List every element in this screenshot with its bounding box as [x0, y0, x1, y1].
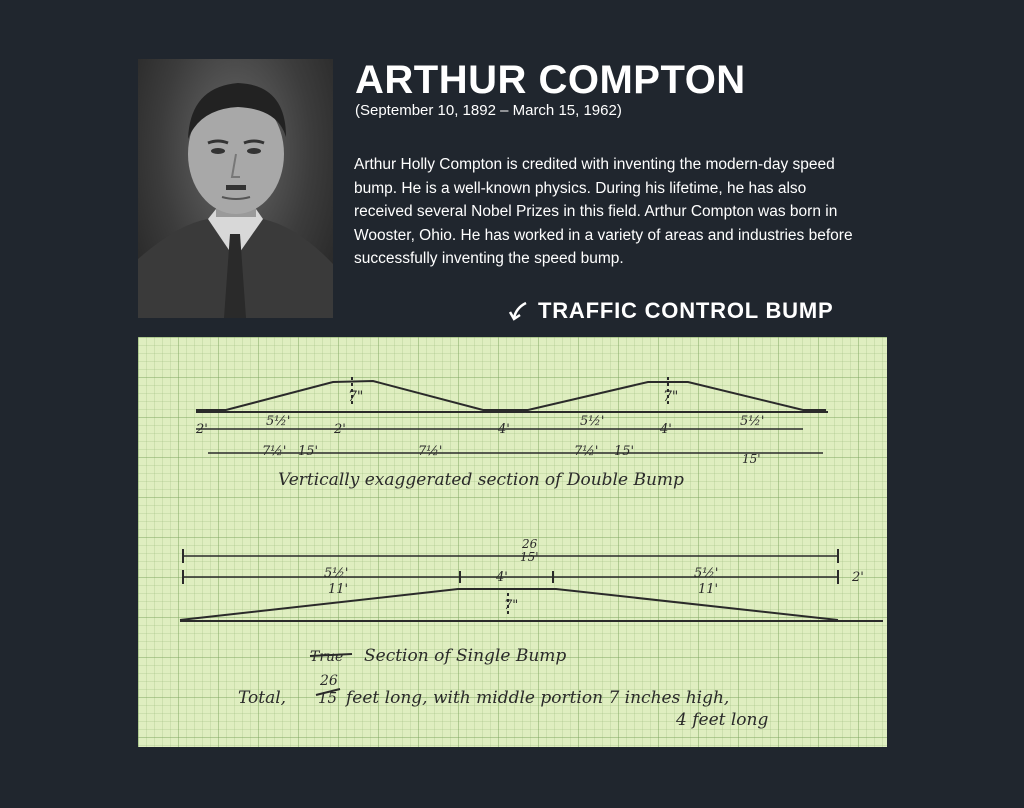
page-title: ARTHUR COMPTON: [355, 58, 746, 102]
portrait-illustration: [138, 59, 333, 318]
dim-r2-3: 7½': [574, 444, 599, 459]
note-struck: 15: [318, 689, 338, 707]
dim-r1-2: 2': [334, 422, 346, 437]
double-bump-height-2: 7": [663, 389, 679, 405]
diagram-label: [508, 297, 833, 325]
dim-r2-1: 15': [298, 444, 319, 459]
single-dim-1: 11': [328, 582, 349, 597]
curved-arrow-icon: [508, 300, 530, 322]
dim-r2-0: 7½': [262, 444, 287, 459]
single-total-struck: 15': [520, 550, 539, 564]
note-over: 26: [320, 673, 338, 689]
single-dim-0: 5½': [324, 566, 349, 581]
single-dim-5: 2': [852, 570, 864, 585]
dim-r2-4: 15': [614, 444, 635, 459]
note-prefix: Total,: [238, 688, 287, 708]
note-rest: feet long, with middle portion 7 inches high,: [346, 688, 730, 708]
single-caption: Section of Single Bump: [364, 646, 567, 666]
dim-r1-5: 4': [660, 422, 672, 437]
single-dim-4: 11': [698, 582, 719, 597]
double-bump-height-1: 7": [348, 389, 364, 405]
diagram-label-text: TRAFFIC CONTROL BUMP: [538, 298, 834, 323]
single-caption-struck: True: [310, 649, 344, 665]
portrait-photo: [138, 59, 333, 318]
single-dim-2: 4': [496, 570, 508, 585]
bio-paragraph: Arthur Holly Compton is credited with inventing the modern-day speed bump. He is a well-known physics. During his lifetime, he has also received several Nobel Prizes in this field. Arthur Compton was born in Wooster, Ohio. He has worked in a variety of areas and industries before successfully inventing the speed bump.: [354, 156, 853, 267]
dim-r1-3: 4': [498, 422, 510, 437]
sketch-drawing: [138, 337, 887, 747]
single-total: 26: [522, 537, 538, 551]
dim-r2-5: 15': [742, 452, 761, 466]
single-dim-3: 5½': [694, 566, 719, 581]
double-bump-caption: Vertically exaggerated section of Double Bump: [278, 470, 684, 490]
speed-bump-sketch: [138, 337, 887, 747]
note-line2: 4 feet long: [676, 710, 769, 730]
dim-r2-2: 7½': [418, 444, 443, 459]
single-height: 7": [504, 598, 519, 613]
dim-r1-4: 5½': [580, 414, 605, 429]
dim-r1-1: 5½': [266, 414, 291, 429]
life-dates: (September 10, 1892 – March 15, 1962): [355, 102, 622, 119]
dim-r1-0: 2': [196, 422, 208, 437]
dim-r1-6: 5½': [740, 414, 765, 429]
